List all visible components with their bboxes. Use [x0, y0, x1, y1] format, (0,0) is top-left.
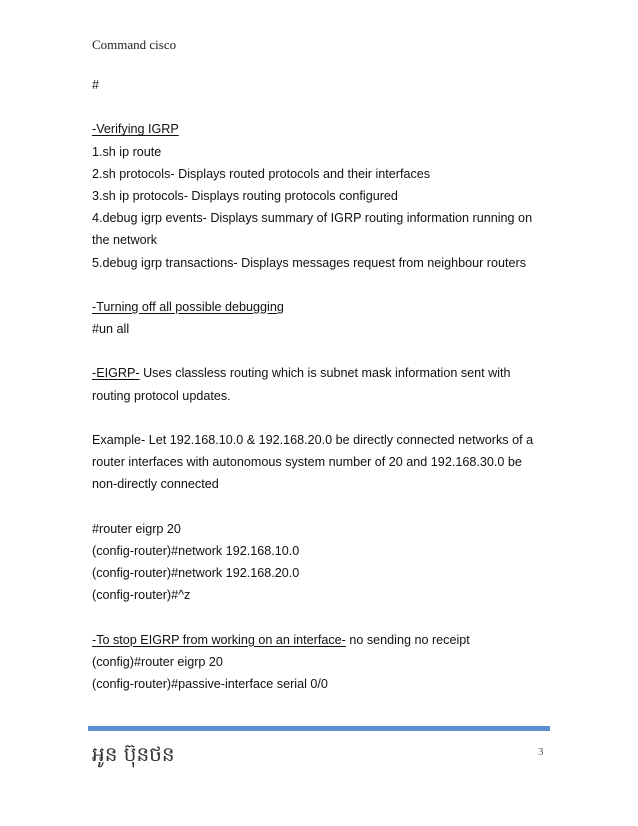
command-line: the network [92, 233, 158, 248]
page-body [92, 74, 562, 695]
running-header-title: Command cisco [92, 37, 177, 52]
stop-eigrp-line [92, 629, 562, 651]
command-line: 4.debug igrp events- Displays summary of IGRP routing information running on [92, 211, 533, 226]
stop-eigrp-description: no sending no receipt [345, 632, 470, 647]
spacer [92, 274, 562, 296]
spacer [92, 496, 562, 518]
eigrp-description: Uses classless routing which is subnet mask information sent with [139, 366, 511, 381]
footer-divider [88, 726, 550, 731]
command-line: (config-router)#network 192.168.10.0 [92, 543, 300, 558]
command-line: 1.sh ip route [92, 144, 162, 159]
command-line: #router eigrp 20 [92, 521, 181, 536]
command-line: 2.sh protocols- Displays routed protocols and their interfaces [92, 166, 431, 181]
section-heading-stop-eigrp: -To stop EIGRP from working on an interface- [92, 632, 346, 647]
command-line: (config-router)#network 192.168.20.0 [92, 566, 300, 581]
spacer [92, 407, 562, 429]
paragraph-line: router interfaces with autonomous system number of 20 and 192.168.30.0 be [92, 455, 522, 470]
spacer [92, 96, 562, 118]
eigrp-description-line [92, 362, 562, 384]
page-number: 3 [538, 746, 544, 758]
command-line: 3.sh ip protocols- Displays routing protocols configured [92, 188, 398, 203]
prompt-hash: # [92, 78, 100, 92]
paragraph-line: non-directly connected [92, 477, 219, 492]
command-line: #un all [92, 322, 130, 337]
section-heading-debugging: -Turning off all possible debugging [92, 299, 284, 314]
command-line: 5.debug igrp transactions- Displays messages request from neighbour routers [92, 255, 527, 270]
command-line: (config)#router eigrp 20 [92, 654, 223, 669]
command-line: (config-router)#passive-interface serial 0/0 [92, 677, 328, 692]
paragraph-line: routing protocol updates. [92, 388, 231, 403]
section-heading-verifying-igrp: -Verifying IGRP [92, 122, 179, 137]
footer-author-name: អូន ប៊ុនថន [92, 742, 175, 766]
section-heading-eigrp: -EIGRP- [92, 366, 140, 381]
spacer [92, 607, 562, 629]
spacer [92, 340, 562, 362]
command-line: (config-router)#^z [92, 588, 191, 603]
paragraph-line: Example- Let 192.168.10.0 & 192.168.20.0 be directly connected networks of a [92, 433, 534, 447]
